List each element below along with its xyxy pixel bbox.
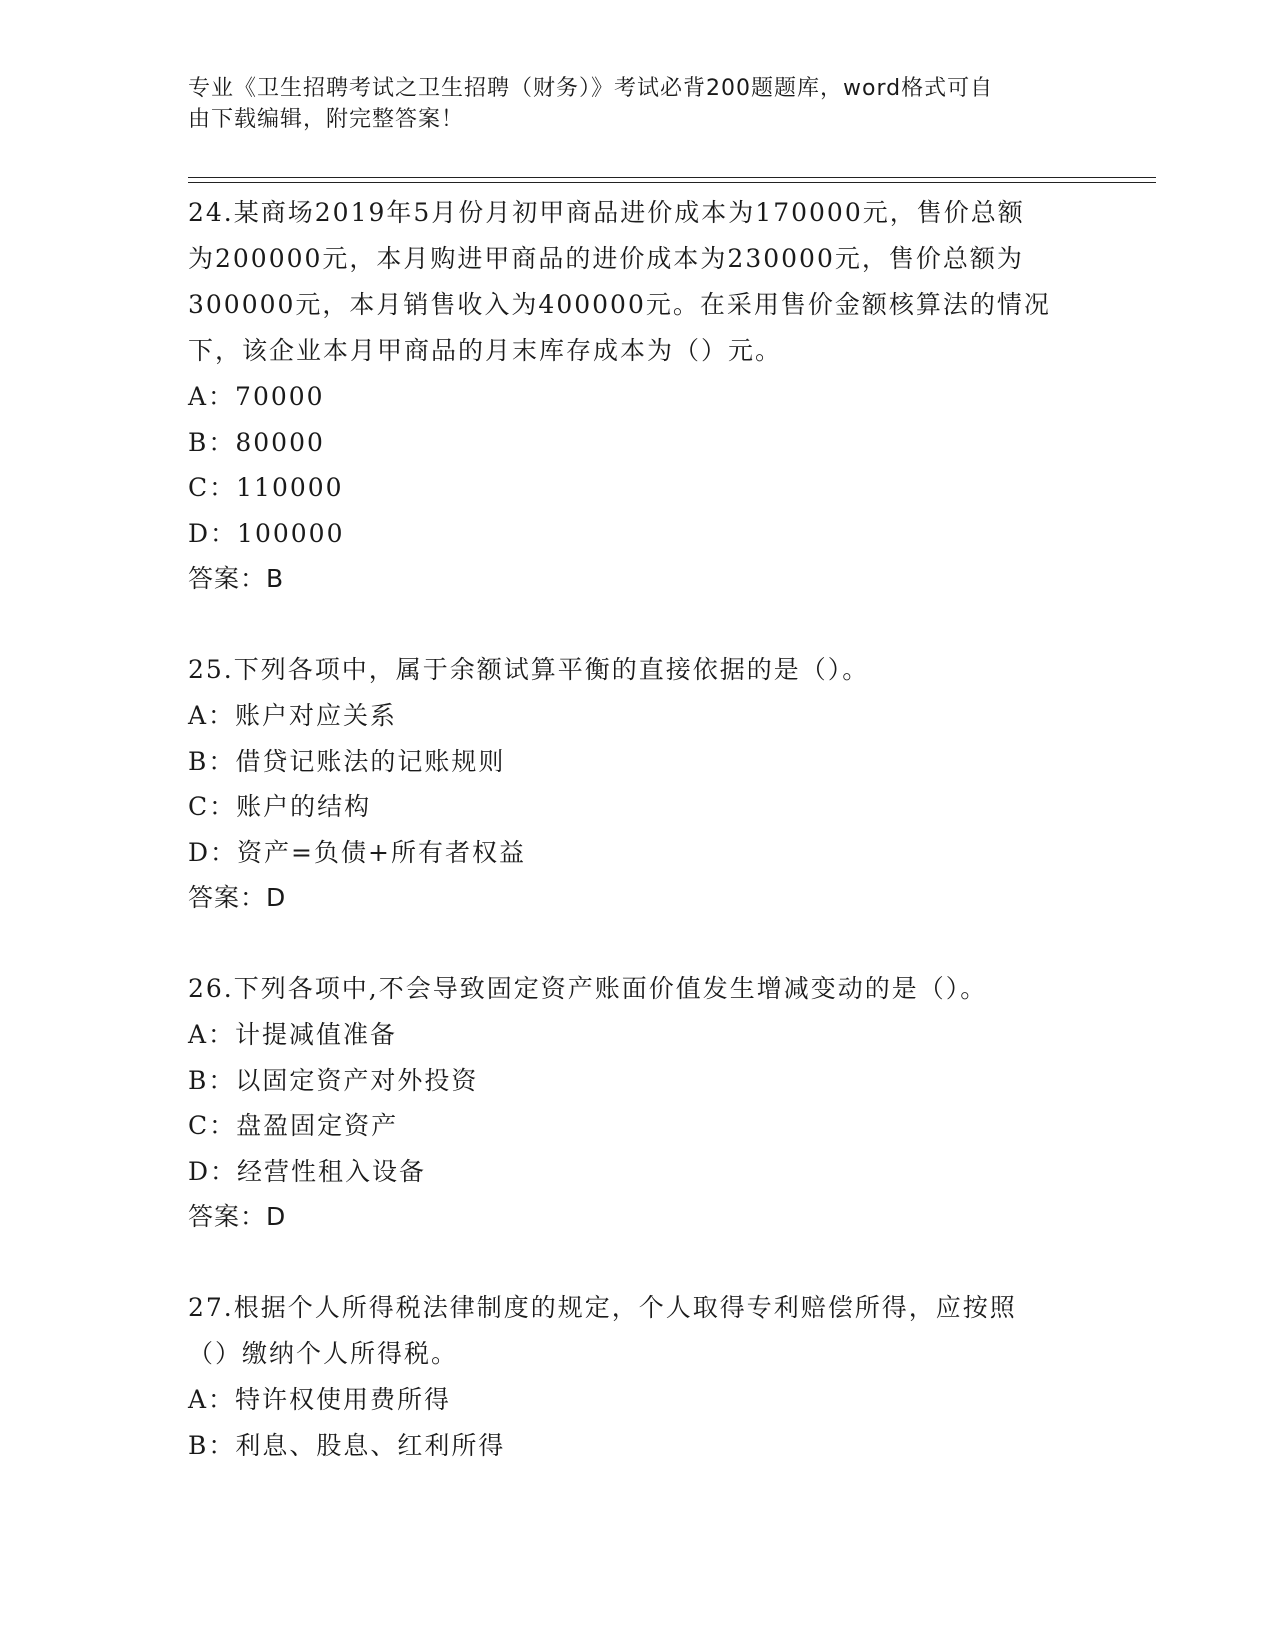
header-line-2: 由下载编辑，附完整答案！ — [188, 107, 465, 132]
option-a: A：账户对应关系 — [188, 701, 398, 730]
option-d: D：100000 — [188, 518, 345, 548]
question-list — [188, 190, 1088, 1468]
question-text-line: 为200000元，本月购进甲商品的进价成本为230000元，售价总额为 — [188, 244, 1024, 273]
header-divider-bottom — [188, 182, 1156, 183]
header-line-1: 专业《卫生招聘考试之卫生招聘（财务）》考试必背200题题库，word格式可自 — [188, 76, 994, 101]
question-25 — [188, 647, 1088, 921]
answer: 答案：D — [188, 883, 287, 912]
question-spacer — [188, 602, 1088, 647]
question-text-line: 300000元，本月销售收入为400000元。在采用售价金额核算法的情况 — [188, 290, 1051, 319]
option-b: B：80000 — [188, 427, 325, 457]
question-text-line: （）缴纳个人所得税。 — [188, 1339, 459, 1368]
question-text-line: 下，该企业本月甲商品的月末库存成本为（）元。 — [188, 336, 783, 365]
answer: 答案：D — [188, 1202, 287, 1231]
question-27 — [188, 1285, 1088, 1468]
question-text-line: 25.下列各项中，属于余额试算平衡的直接依据的是（）。 — [188, 655, 870, 684]
option-d: D：资产=负债+所有者权益 — [188, 837, 526, 867]
question-text-line: 27.根据个人所得税法律制度的规定，个人取得专利赔偿所得，应按照 — [188, 1293, 1017, 1322]
question-text-line: 26.下列各项中,不会导致固定资产账面价值发生增减变动的是（）。 — [188, 974, 988, 1003]
answer: 答案：B — [188, 564, 285, 593]
question-spacer — [188, 1240, 1088, 1285]
question-spacer — [188, 921, 1088, 966]
option-c: C：盘盈固定资产 — [188, 1111, 399, 1140]
option-a: A：特许权使用费所得 — [188, 1385, 452, 1414]
option-a: A：计提减值准备 — [188, 1020, 398, 1049]
header-divider-top — [188, 177, 1156, 178]
option-b: B：借贷记账法的记账规则 — [188, 746, 506, 776]
question-24 — [188, 190, 1088, 602]
document-header — [188, 73, 1078, 135]
option-c: C：110000 — [188, 473, 344, 502]
question-26 — [188, 966, 1088, 1240]
option-d: D：经营性租入设备 — [188, 1156, 427, 1186]
option-c: C：账户的结构 — [188, 792, 372, 821]
question-text-line: 24.某商场2019年5月份月初甲商品进价成本为170000元，售价总额 — [188, 198, 1025, 227]
option-b: B：利息、股息、红利所得 — [188, 1430, 506, 1460]
option-a: A：70000 — [188, 382, 325, 411]
option-b: B：以固定资产对外投资 — [188, 1065, 479, 1095]
